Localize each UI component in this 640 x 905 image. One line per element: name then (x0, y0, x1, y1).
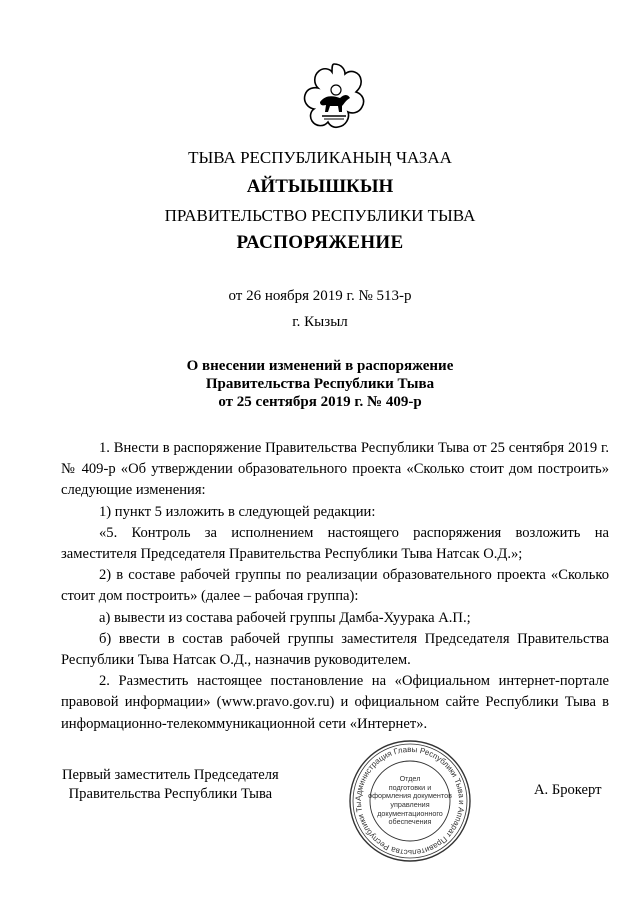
signatory-name: А. Брокерт (534, 782, 602, 798)
stamp-line: Отдел (399, 774, 421, 784)
paragraph-subitem-1: 1) пункт 5 изложить в следующей редакции: (99, 503, 376, 520)
signatory-position-line: Правительства Республики Тыва (68, 786, 273, 802)
header-tuvan-government: ТЫВА РЕСПУБЛИКАНЫҢ ЧАЗАА (188, 148, 452, 167)
stamp-center-text (347, 738, 473, 864)
subject-line: О внесении изменений в распоряжение (186, 358, 454, 374)
paragraph-item-2: 2. Разместить настоящее постановление на «Официальном интернет-портале правовой информации» (www.pravo.gov.ru) и официальном сайте Республики Тыва в информационно-телекоммуникационной сети «Интернет». (61, 673, 609, 732)
official-stamp (347, 738, 473, 864)
document-city: г. Кызыл (292, 314, 348, 330)
stamp-line: подготовки и (388, 782, 432, 792)
document-date-number: от 26 ноября 2019 г. № 513-р (228, 288, 412, 304)
header-government: ПРАВИТЕЛЬСТВО РЕСПУБЛИКИ ТЫВА (164, 206, 476, 225)
subject-line: Правительства Республики Тыва (205, 376, 435, 392)
document-body (61, 438, 609, 735)
signatory-position-line: Первый заместитель Председателя (62, 767, 279, 783)
header-tuvan-order: АЙТЫЫШКЫН (246, 176, 394, 197)
stamp-ring-text: Администрация Главы Республики Тыва и Аппарат Правительства Республики Ты (353, 744, 467, 858)
signatory-position (62, 766, 279, 804)
document-type-title: РАСПОРЯЖЕНИЕ (236, 232, 404, 253)
stamp-line: управления (390, 800, 430, 809)
emblem-of-tuva-icon (298, 60, 370, 132)
stamp-line: документационного (377, 808, 443, 818)
paragraph-item-1: 1. Внести в распоряжение Правительства Республики Тыва от 25 сентября 2019 г. № 409-р «Об утверждении образовательного проекта «Сколько стоит дом построить» следующие изменения: (61, 440, 609, 499)
document-subject (0, 357, 640, 411)
paragraph-subitem-b: б) ввести в состав рабочей группы заместителя Председателя Правительства Республики Тыва Натсак О.Д., назначив руководителем. (61, 630, 609, 669)
subject-line: от 25 сентября 2019 г. № 409-р (218, 394, 422, 410)
paragraph-subitem-2: 2) в составе рабочей группы по реализации образовательного проекта «Сколько стоит дом построить» (далее – рабочая группа): (61, 567, 609, 605)
stamp-line: оформления документов (368, 791, 452, 801)
paragraph-subitem-a: а) вывести из состава рабочей группы Дамба-Хуурака А.П.; (99, 609, 471, 626)
stamp-line: обеспечения (388, 817, 432, 827)
paragraph-quote-5: «5. Контроль за исполнением настоящего распоряжения возложить на заместителя Председателя Правительства Республики Тыва Натсак О.Д.»; (61, 524, 609, 563)
